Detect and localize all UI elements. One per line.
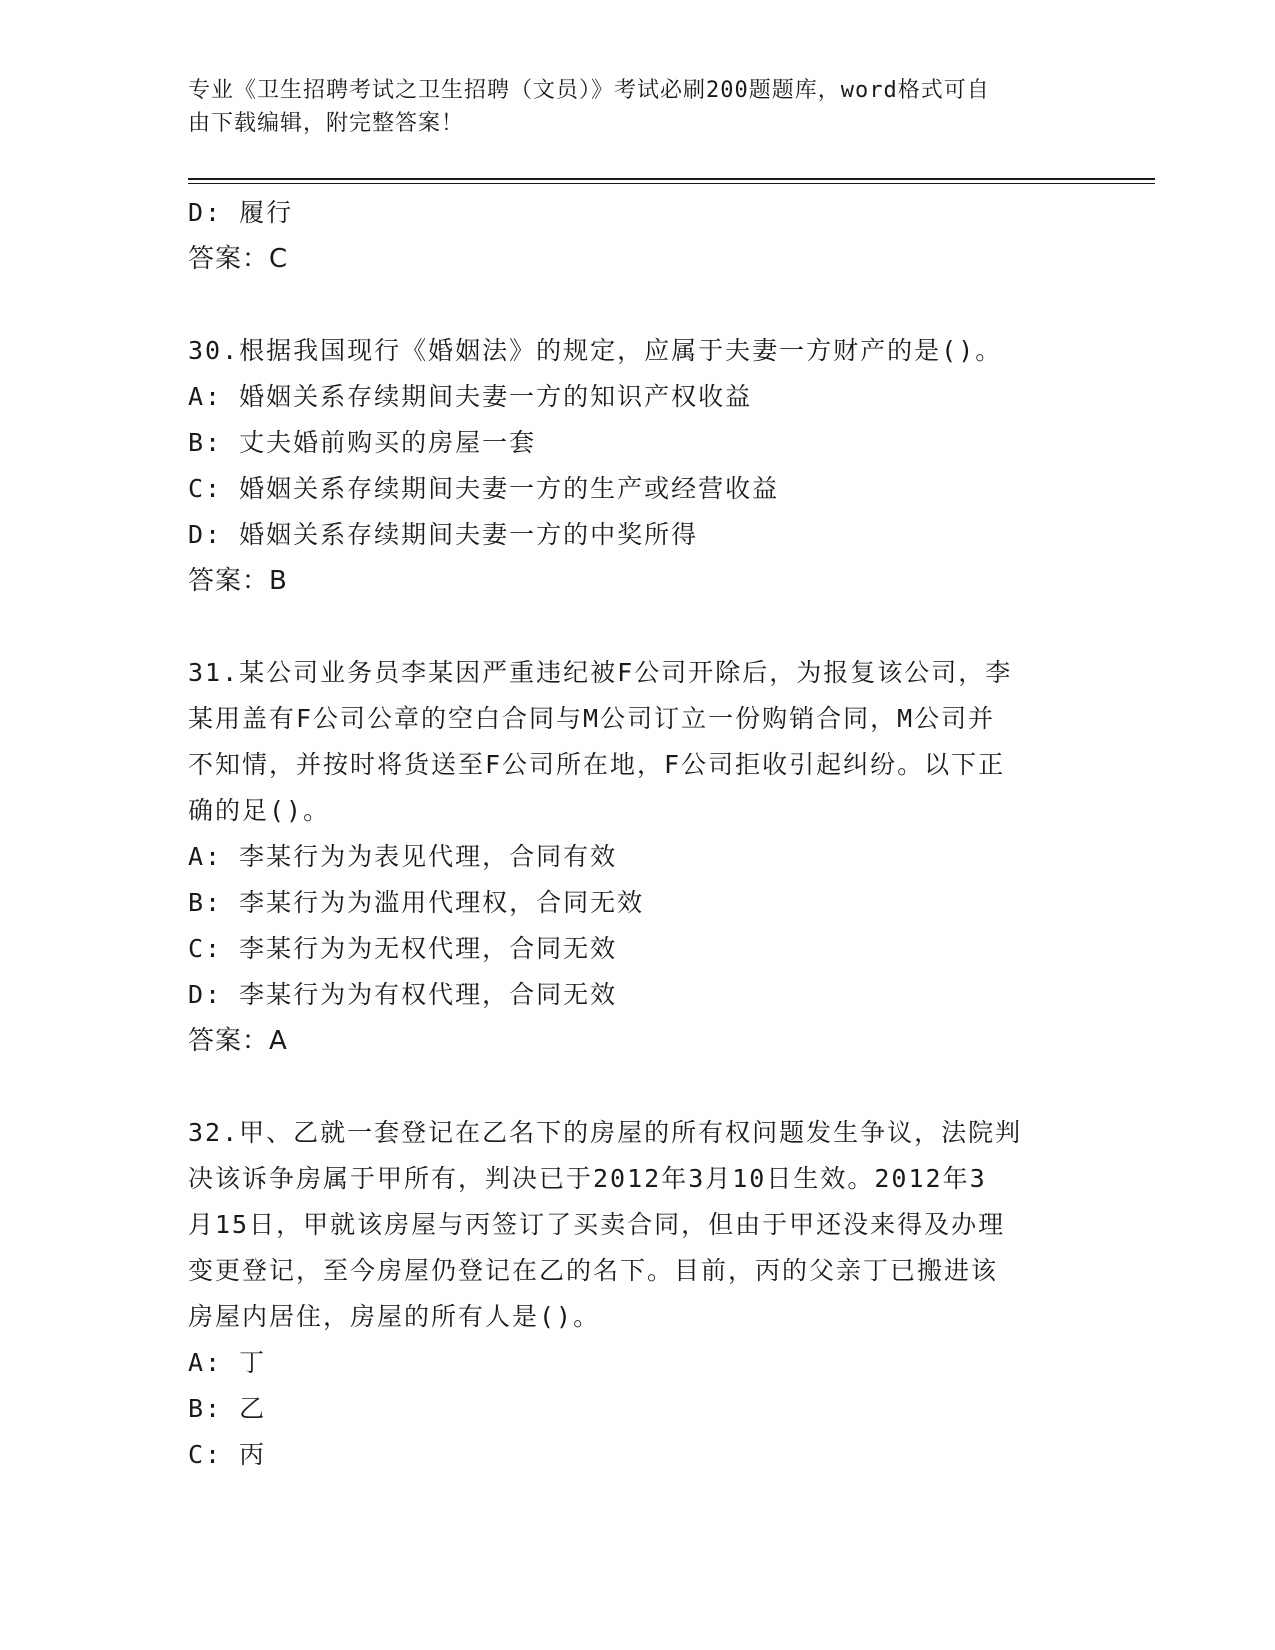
document-header <box>188 74 1088 140</box>
option-d: D: 婚姻关系存续期间夫妻一方的中奖所得 <box>188 520 699 549</box>
option-a: A: 丁 <box>188 1348 267 1377</box>
option-b: B: 李某行为为滥用代理权，合同无效 <box>188 888 645 917</box>
question-block-31 <box>188 650 1088 1064</box>
option-c: C: 婚姻关系存续期间夫妻一方的生产或经营收益 <box>188 474 780 503</box>
option-c: C: 丙 <box>188 1440 267 1469</box>
question-stem-line-4: 变更登记，至今房屋仍登记在乙的名下。目前，丙的父亲丁已搬进该 <box>188 1256 999 1285</box>
option-b: B: 乙 <box>188 1394 267 1423</box>
question-stem-line-1: 32.甲、乙就一套登记在乙名下的房屋的所有权问题发生争议，法院判 <box>188 1118 1023 1147</box>
question-stem-line-2: 某用盖有F公司公章的空白合同与M公司订立一份购销合同，M公司并 <box>188 704 996 733</box>
option-c: C: 李某行为为无权代理，合同无效 <box>188 934 618 963</box>
question-block-32 <box>188 1110 1088 1478</box>
header-divider-thick <box>188 178 1155 180</box>
option-a: A: 李某行为为表见代理，合同有效 <box>188 842 618 871</box>
header-line-1: 专业《卫生招聘考试之卫生招聘（文员）》考试必刷200题题库，word格式可自 <box>188 78 990 103</box>
answer-line: 答案：A <box>188 1026 288 1056</box>
option-a: A: 婚姻关系存续期间夫妻一方的知识产权收益 <box>188 382 753 411</box>
option-d: D: 李某行为为有权代理，合同无效 <box>188 980 618 1009</box>
question-stem-line-1: 31.某公司业务员李某因严重违纪被F公司开除后，为报复该公司，李 <box>188 658 1013 687</box>
answer-line: 答案：B <box>188 566 288 596</box>
question-block-prev <box>188 190 1088 282</box>
question-stem: 30.根据我国现行《婚姻法》的规定，应属于夫妻一方财产的是()。 <box>188 336 1003 365</box>
option-b: B: 丈夫婚前购买的房屋一套 <box>188 428 537 457</box>
question-stem-line-5: 房屋内居住，房屋的所有人是()。 <box>188 1302 601 1331</box>
spacer <box>188 282 1088 328</box>
question-block-30 <box>188 328 1088 604</box>
question-content <box>188 190 1088 1478</box>
answer-line: 答案：C <box>188 244 289 274</box>
header-divider-thin <box>188 183 1155 184</box>
question-stem-line-3: 月15日，甲就该房屋与丙签订了买卖合同，但由于甲还没来得及办理 <box>188 1210 1006 1239</box>
question-stem-line-4: 确的足()。 <box>188 796 331 825</box>
header-line-2: 由下载编辑，附完整答案！ <box>188 111 465 136</box>
question-stem-line-3: 不知情，并按时将货送至F公司所在地，F公司拒收引起纠纷。以下正 <box>188 750 1006 779</box>
option-d: D: 履行 <box>188 198 294 227</box>
spacer <box>188 604 1088 650</box>
spacer <box>188 1064 1088 1110</box>
question-stem-line-2: 决该诉争房属于甲所有，判决已于2012年3月10日生效。2012年3 <box>188 1164 987 1193</box>
